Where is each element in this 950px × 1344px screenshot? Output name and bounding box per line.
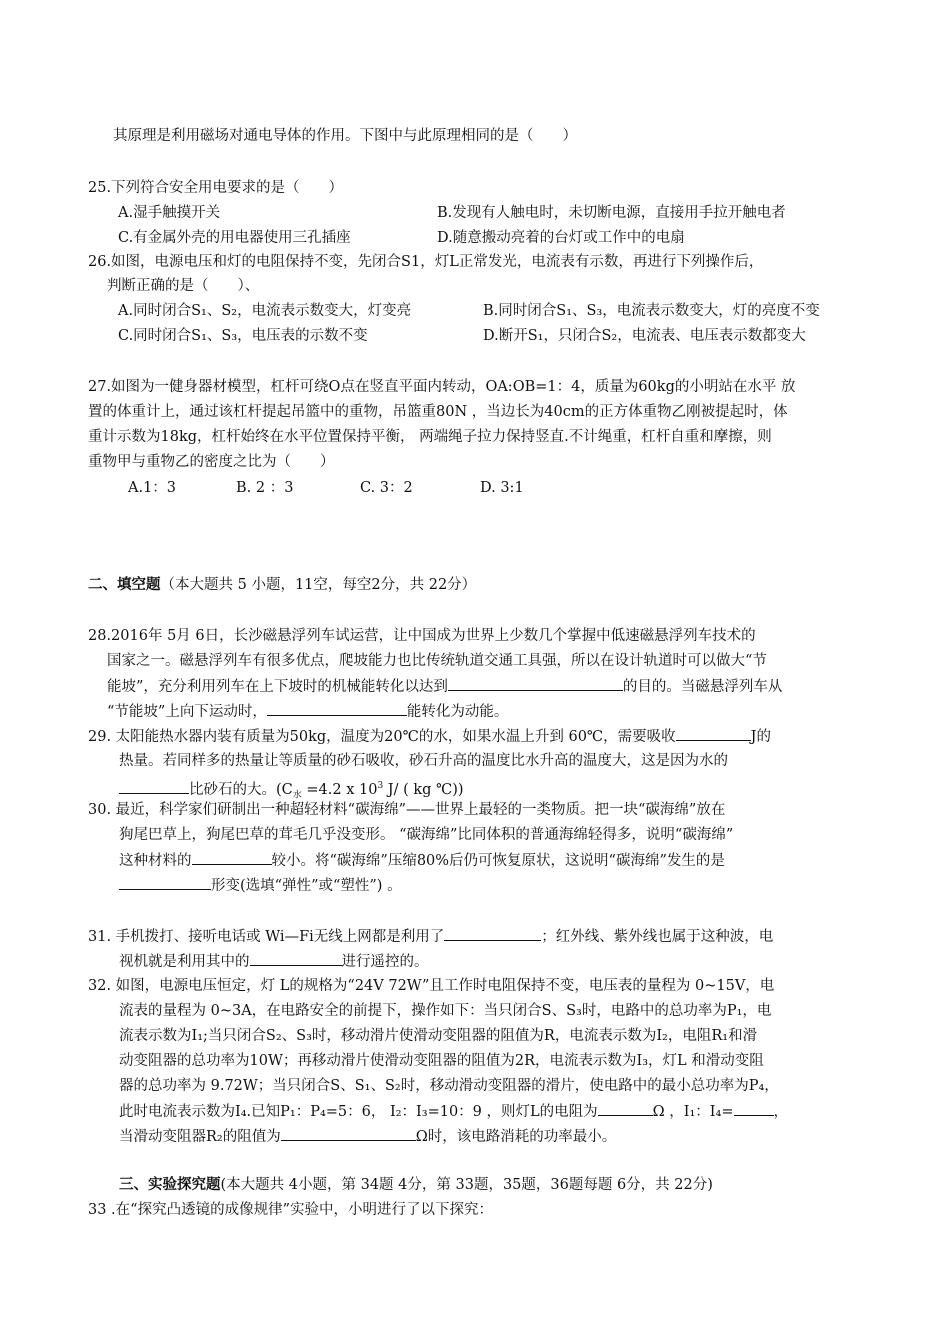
- q32-line6-text: 此时电流表示数为I₄.已知P₁：P₄=5：6， I₂：I₃=10：9 ，则灯L的电阻为: [119, 1104, 598, 1120]
- section-2-title: 二、填空题: [88, 576, 161, 593]
- q28-blank-1[interactable]: [448, 674, 623, 691]
- q31-line1-text-end: ；红外线、紫外线也属于这种波，电: [541, 929, 774, 945]
- q29-line1: [88, 724, 771, 749]
- q32-line3: 流表示数为I₁;当只闭合S₂、S₃时，移动滑片使滑动变阻器的阻值为R，电流表示数为I₂，电阻R₁和滑: [119, 1028, 758, 1044]
- q30-line4-text: 形变(选填“弹性”或“塑性”) 。: [211, 878, 402, 894]
- q33-line1: 33 .在“探究凸透镜的成像规律”实验中，小明进行了以下探究：: [88, 1202, 493, 1218]
- q30-blank-2[interactable]: [119, 873, 211, 890]
- q31-blank-1[interactable]: [444, 924, 541, 941]
- q26-option-d: D.断开S₁，只闭合S₂，电流表、电压表示数都变大: [483, 328, 806, 344]
- q32-line5: 器的总功率为 9.72W；当只闭合S、S₁、S₂时，移动滑动变阻器的滑片，使电路中的最小总功率为P₄，: [119, 1078, 779, 1094]
- q32-line4: 动变阻器的总功率为10W；再移动滑片使滑动变阻器的阻值为2R，电流表示数为I₃，灯L 和滑动变阻: [119, 1053, 764, 1069]
- q30-line1: 30. 最近，科学家们研制出一种超轻材料“碳海绵”——世界上最轻的一类物质。把一块“碳海绵”放在: [88, 802, 726, 818]
- q28-line3-text: 能坡”，充分利用列车在上下坡时的机械能转化以达到: [107, 679, 448, 695]
- q30-line4: [119, 873, 402, 898]
- q32-line6-text-mid: Ω ，I₁：I₄=: [652, 1104, 734, 1120]
- q32-line6: [119, 1099, 788, 1124]
- q28-line1: 28.2016年 5月 6日，长沙磁悬浮列车试运营，让中国成为世界上少数几个掌握中低速磁悬浮列车技术的: [88, 628, 756, 644]
- q27-option-c: C. 3：2: [360, 480, 413, 496]
- section-3-note: (本大题共 4小题，第 34题 4分，第 33题，35题，36题每题 6分，共 22分): [220, 1177, 713, 1193]
- q25-option-c: C.有金属外壳的用电器使用三孔插座: [118, 230, 351, 246]
- q25-option-b: B.发现有人触电时，未切断电源，直接用手拉开触电者: [437, 205, 786, 221]
- q32-blank-3[interactable]: [281, 1124, 416, 1141]
- q30-line3-text-end: 较小。将“碳海绵”压缩80%后仍可恢复原状，这说明“碳海绵”发生的是: [271, 853, 725, 869]
- q26-option-a: A.同时闭合S₁、S₂，电流表示数变大，灯变亮: [118, 303, 412, 319]
- q30-blank-1[interactable]: [192, 848, 272, 865]
- q26-stem-line2: 判断正确的是（ ）、: [107, 278, 260, 294]
- q32-blank-1[interactable]: [598, 1099, 653, 1116]
- q32-blank-2[interactable]: [734, 1099, 774, 1116]
- q29-subscript: 水: [292, 790, 302, 801]
- q32-line7-text-end: Ω时，该电路消耗的功率最小。: [415, 1129, 617, 1145]
- q27-option-a: A.1：3: [128, 480, 177, 496]
- q30-line2: 狗尾巴草上，狗尾巴草的茸毛几乎没变形。 “碳海绵”比同体积的普通海绵轻得多，说明“碳海绵”: [119, 827, 734, 843]
- q25-option-a: A.湿手触摸开关: [118, 205, 221, 221]
- q27-option-b: B. 2 ：3: [236, 480, 294, 496]
- q26-option-c: C.同时闭合S₁、S₃，电压表的示数不变: [118, 328, 368, 344]
- q29-line3-text: 比砂石的大。(C: [189, 781, 293, 798]
- q25-stem: 25.下列符合安全用电要求的是（ ）: [88, 180, 344, 196]
- q27-line2: 置的体重计上，通过该杠杆提起吊篮中的重物，吊篮重80N ，当边长为40cm的正方体重物乙刚被提起时，体: [88, 404, 788, 420]
- section-3-heading: [119, 1173, 713, 1197]
- intro-line: 其原理是利用磁场对通电导体的作用。下图中与此原理相同的是（ ）: [113, 128, 577, 144]
- q30-line3: [119, 848, 725, 873]
- q29-line3-formula: =4.2 x 10: [301, 781, 378, 798]
- q32-line6-text-end: ，: [773, 1104, 789, 1120]
- q28-blank-2[interactable]: [267, 699, 407, 716]
- q29-blank-1[interactable]: [676, 724, 751, 741]
- section-2-heading: [88, 573, 476, 597]
- q32-line1: 32. 如图，电源电压恒定，灯 L的规格为“24V 72W”且工作时电阻保持不变，电压表的量程为 0~15V，电: [88, 978, 775, 994]
- q32-line7: [119, 1124, 616, 1149]
- q29-blank-2[interactable]: [119, 777, 189, 794]
- q28-line3-text-end: 的目的。当磁悬浮列车从: [622, 679, 783, 695]
- q31-line1-text: 31. 手机拨打、接听电话或 Wi—Fi无线上网都是利用了: [88, 929, 445, 945]
- section-2-note: （本大题共 5 小题，11空，每空2分，共 22分）: [160, 577, 477, 593]
- q29-line2: 热量。若同样多的热量让等质量的砂石吸收，砂石升高的温度比水升高的温度大，这是因为水的: [119, 753, 728, 769]
- q27-line4: 重物甲与重物乙的密度之比为（ ）: [88, 454, 335, 470]
- q27-line3: 重计示数为18kg，杠杆始终在水平位置保持平衡， 两端绳子拉力保持竖直.不计绳重，杠杆自重和摩擦，则: [88, 429, 772, 445]
- q28-line4-text: “节能坡”上向下运动时，: [107, 704, 267, 720]
- q31-line2: [119, 949, 429, 974]
- q28-line2: 国家之一。磁悬浮列车有很多优点，爬坡能力也比传统轨道交通工具强，所以在设计轨道时可以做大“节: [107, 653, 767, 669]
- q29-line3-unit: J/ ( kg ℃)): [383, 781, 464, 798]
- section-3-title: 三、实验探究题: [119, 1176, 221, 1193]
- q29-superscript: 3: [377, 781, 384, 791]
- q28-line4: [107, 699, 508, 724]
- q30-line3-text: 这种材料的: [119, 853, 192, 869]
- q27-option-d: D. 3:1: [480, 480, 524, 496]
- q29-line1-text: 29. 太阳能热水器内装有质量为50kg，温度为20℃的水，如果水温上升到 60℃，需要吸收: [88, 729, 676, 745]
- q32-line7-text: 当滑动变阻器R₂的阻值为: [119, 1129, 281, 1145]
- q31-blank-2[interactable]: [250, 949, 342, 966]
- q27-line1: 27.如图为一健身器材模型，杠杆可绕O点在竖直平面内转动，OA:OB=1：4，质量为60kg的小明站在水平 放: [88, 379, 796, 395]
- q28-line4-text-end: 能转化为动能。: [406, 704, 509, 720]
- q28-line3: [107, 674, 782, 699]
- q25-option-d: D.随意搬动亮着的台灯或工作中的电扇: [437, 230, 685, 246]
- q32-line2: 流表的量程为 0~3A，在电路安全的前提下，操作如下：当只闭合S、S₃时，电路中的总功率为P₁，电: [119, 1003, 772, 1019]
- q31-line2-text-end: 进行遥控的。: [341, 954, 429, 970]
- q26-stem-line1: 26.如图，电源电压和灯的电阻保持不变，先闭合S1，灯L正常发光，电流表有示数，再进行下列操作后，: [88, 254, 764, 270]
- q26-option-b: B.同时闭合S₁、S₃，电流表示数变大，灯的亮度不变: [483, 303, 820, 319]
- q31-line1: [88, 924, 773, 949]
- q31-line2-text: 视机就是利用其中的: [119, 954, 250, 970]
- q29-line1-text-end: J的: [750, 729, 771, 745]
